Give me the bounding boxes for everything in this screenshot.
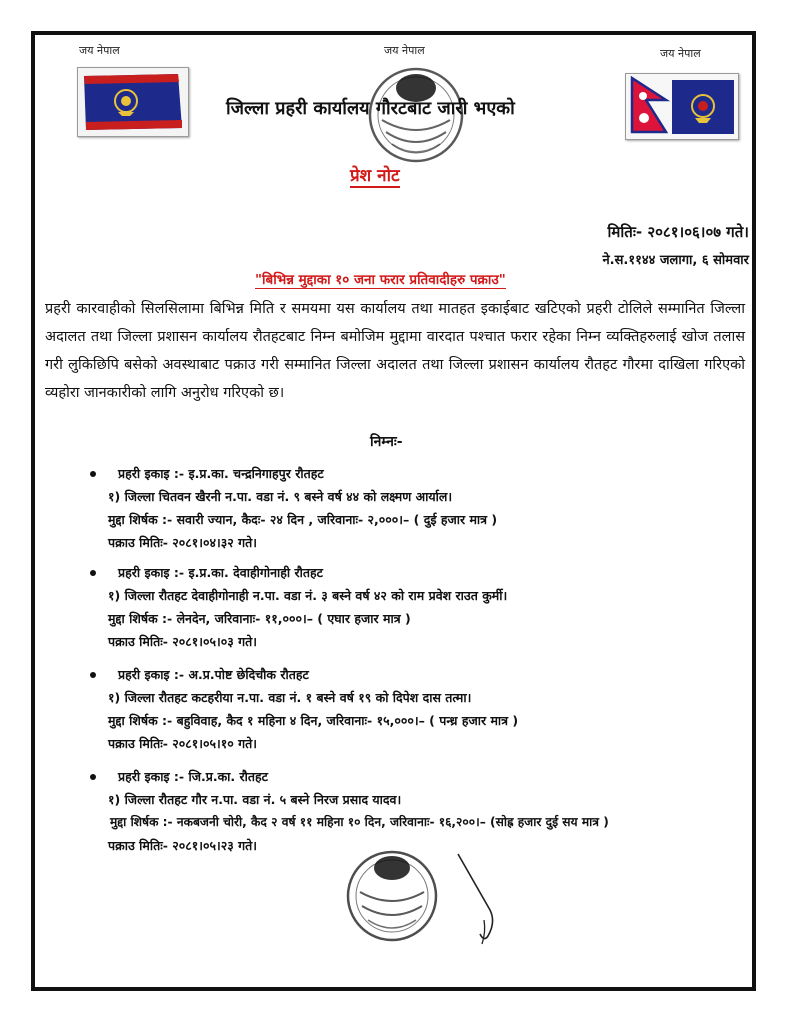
arrest-date: पक्राउ मितिः- २०८१।०५।१० गते। xyxy=(108,736,258,751)
arrest-entry xyxy=(96,462,497,554)
police-unit: प्रहरी इकाइ :- इ.प्र.का. देवाहीगोनाही रौतहट xyxy=(96,561,507,584)
nepal-sambat-date: ने.स.११४४ जलागा, ६ सोमवार xyxy=(602,253,749,268)
jai-nepal-left: जय नेपाल xyxy=(79,44,120,57)
police-unit: प्रहरी इकाइ :- इ.प्र.का. चन्द्रनिगाहपुर रौतहट xyxy=(96,462,497,485)
bullet-icon xyxy=(90,570,96,576)
arrest-date: पक्राउ मितिः- २०८१।०४।३२ गते। xyxy=(108,535,258,550)
person-detail: १) जिल्ला रौतहट कटहरीया न.पा. वडा नं. १ बस्ने वर्ष १९ को दिपेश दास तत्मा। xyxy=(108,690,472,705)
bullet-icon xyxy=(90,471,96,477)
issue-date: मितिः- २०८१।०६।०७ गते। xyxy=(607,223,749,241)
person-detail: १) जिल्ला रौतहट देवाहीगोनाही न.पा. वडा नं. ३ बस्ने वर्ष ४२ को राम प्रवेश राउत कुर्मी। xyxy=(108,588,508,603)
arrest-date: पक्राउ मितिः- २०८१।०५।०३ गते। xyxy=(108,634,258,649)
case-title: मुद्दा शिर्षक :- सवारी ज्यान, कैदः- २४ दिन , जरिवानाः- २,०००।– ( दुई हजार मात्र ) xyxy=(108,512,498,527)
intro-paragraph: प्रहरी कारवाहीको सिलसिलामा बिभिन्न मिति र समयमा यस कार्यालय तथा मातहत इकाईबाट खटिएको प्रहरी टोलिले सम्मानित जिल्ला अदालत तथा जिल्ला प्रशासन कार्यालय रौतहटबाट निम्न बमोजिम मुद्दामा वारदात पश्चात फरार रहेका निम्न व्यक्तिहरुलाई खोज तलास गरी लुकिछिपि बसेको अवस्थाबाट पक्राउ गरी सम्मानित जिल्ला अदालत तथा जिल्ला प्रशासन कार्यालय रौतहट गौरमा दाखिला गरिएको व्यहोरा जानकारीको लागि अनुरोध गरिएको छ। xyxy=(45,301,745,401)
bullet-icon xyxy=(90,774,96,780)
list-heading: निम्नः- xyxy=(370,434,403,450)
jai-nepal-center: जय नेपाल xyxy=(384,44,425,57)
case-title: मुद्दा शिर्षक :- लेनदेन, जरिवानाः- ११,०००।– ( एघार हजार मात्र ) xyxy=(108,611,411,626)
arrest-date: पक्राउ मितिः- २०८१।०५।२३ गते। xyxy=(108,838,258,853)
nepal-flag-icon xyxy=(625,73,739,140)
signature xyxy=(450,850,510,950)
police-flag-icon xyxy=(77,67,189,137)
police-unit: प्रहरी इकाइ :- अ.प्र.पोष्ट छेदिचौक रौतहट xyxy=(96,663,518,686)
person-detail: १) जिल्ला रौतहट गौर न.पा. वडा नं. ५ बस्ने निरज प्रसाद यादव। xyxy=(108,792,402,807)
arrest-entry xyxy=(96,663,518,755)
person-detail: १) जिल्ला चितवन खैरनी न.पा. वडा नं. ९ बस्ने वर्ष ४४ को लक्ष्मण आर्याल। xyxy=(108,489,453,504)
news-headline: "बिभिन्न मुद्दाका १० जना फरार प्रतिवादीहरु पक्राउ" xyxy=(255,272,506,288)
bullet-icon xyxy=(90,672,96,678)
police-unit: प्रहरी इकाइ :- जि.प्र.का. रौतहट xyxy=(96,765,609,788)
jai-nepal-right: जय नेपाल xyxy=(660,47,701,60)
press-note-heading: प्रेश नोट xyxy=(350,163,400,188)
office-stamp-bottom xyxy=(332,840,452,950)
case-title: मुद्दा शिर्षक :- नकबजनी चोरी, कैद २ वर्ष ११ महिना १० दिन, जरिवानाः- १६,२००।– (सोह्र हजार दुई सय मात्र ) xyxy=(110,815,609,829)
arrest-entry xyxy=(96,561,507,653)
office-title: जिल्ला प्रहरी कार्यालय गौरटबाट जारी भएको xyxy=(226,98,515,119)
case-title: मुद्दा शिर्षक :- बहुविवाह, कैद १ महिना ४ दिन, जरिवानाः- १५,०००।– ( पन्ध्र हजार मात्र ) xyxy=(108,713,519,728)
